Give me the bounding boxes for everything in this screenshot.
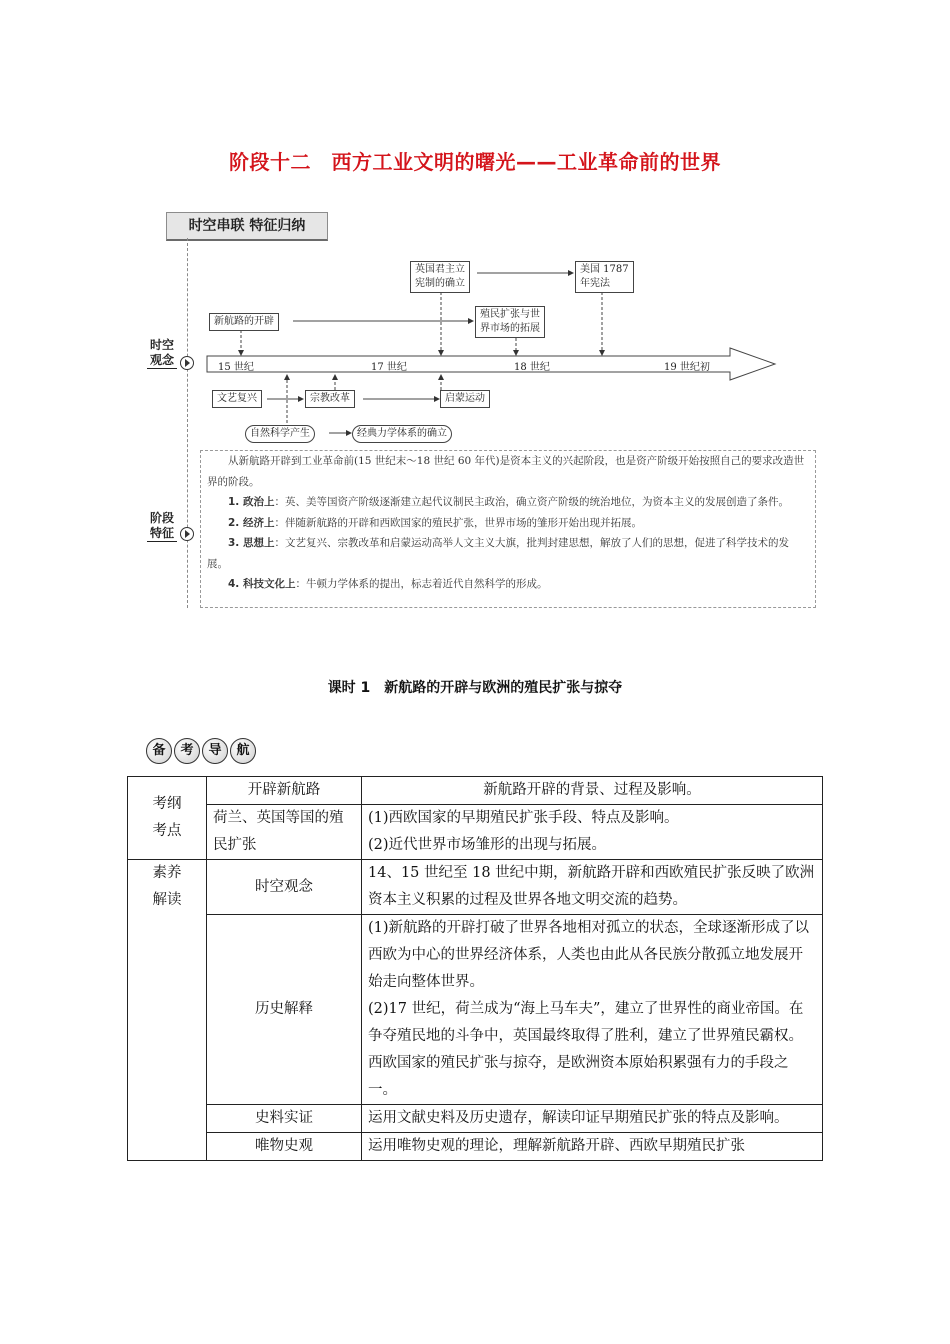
side-label-line: 特征 (147, 526, 177, 542)
box-line: 界市场的拓展 (480, 323, 540, 334)
timeline-box-mechanics: 经典力学体系的确立 (352, 425, 452, 443)
table-row (128, 1133, 823, 1161)
group-label-text: 素养解读 (152, 865, 182, 908)
timeline-box-colonial (475, 306, 545, 338)
table-topic: 历史解释 (207, 915, 362, 1105)
stage-features-box (200, 450, 816, 608)
play-icon (180, 527, 194, 541)
content-line: (1)西欧国家的早期殖民扩张手段、特点及影响。 (368, 810, 679, 826)
timeline-box-reformation: 宗教改革 (305, 390, 355, 408)
side-label-line: 观念 (147, 353, 177, 369)
feature-item (207, 533, 809, 574)
table-row (128, 1105, 823, 1133)
table-content: 新航路开辟的背景、过程及影响。 (362, 777, 823, 805)
feature-text: ：文艺复兴、宗教改革和启蒙运动高举人文主义大旗，批判封建思想，解放了人们的思想，促进了科学技术的发展。 (207, 537, 789, 570)
table-content (362, 805, 823, 860)
box-line: 宪制的确立 (415, 278, 465, 289)
features-intro: 从新航路开辟到工业革命前(15 世纪末～18 世纪 60 年代)是资本主义的兴起阶段，也是资产阶级开始按照自己的要求改造世界的阶段。 (207, 455, 805, 488)
box-line: 殖民扩张与世 (480, 309, 540, 320)
table-row (128, 805, 823, 860)
nav-badge (146, 738, 258, 766)
table-topic: 开辟新航路 (207, 777, 362, 805)
side-label-line: 阶段 (149, 511, 174, 525)
timeline-tick: 17 世纪 (371, 362, 407, 373)
feature-label: 1. 政治上 (228, 496, 275, 508)
table-content: 14、15 世纪至 18 世纪中期，新航路开辟和西欧殖民扩张反映了欧洲资本主义积累的过程及世界各地文明交流的趋势。 (362, 860, 823, 915)
section-tab: 时空串联 特征归纳 (166, 212, 328, 241)
play-icon (180, 356, 194, 370)
feature-text: ：伴随新航路的开辟和西欧国家的殖民扩张，世界市场的雏形开始出现并拓展。 (274, 516, 642, 529)
timeline-tick: 15 世纪 (218, 362, 254, 373)
table-row (128, 860, 823, 915)
content-line: (2)近代世界市场雏形的出现与拓展。 (368, 837, 607, 853)
feature-text: ：牛顿力学体系的提出，标志着近代自然科学的形成。 (295, 578, 548, 590)
timeline-box-natural-science: 自然科学产生 (245, 425, 315, 443)
badge-char: 备 (146, 738, 172, 764)
feature-label: 2. 经济上 (228, 516, 275, 529)
content-line: (1)新航路的开辟打破了世界各地相对孤立的状态，全球逐渐形成了以西欧为中心的世界经济体系，人类也由此从各民族分散孤立地发展开始走向整体世界。 (368, 920, 810, 990)
box-line: 年宪法 (580, 278, 610, 289)
group-label (128, 777, 207, 860)
timeline-box-renaissance: 文艺复兴 (212, 390, 262, 408)
exam-guide-table (127, 776, 823, 1161)
timeline-box-enlightenment: 启蒙运动 (440, 390, 490, 408)
timeline-box-england (410, 261, 470, 293)
feature-text: ：英、美等国资产阶级逐渐建立起代议制民主政治，确立资产阶级的统治地位，为资本主义的发展创造了条件。 (274, 496, 789, 508)
timeline-box-new-route: 新航路的开辟 (209, 313, 279, 331)
feature-item (207, 574, 809, 595)
table-row (128, 777, 823, 805)
page-title: 阶段十二 西方工业文明的曙光——工业革命前的世界 (229, 150, 721, 174)
group-label-text: 考纲考点 (152, 796, 182, 839)
timeline-diagram (195, 250, 785, 445)
badge-char: 导 (202, 738, 228, 764)
timeline-tick: 19 世纪初 (664, 362, 710, 373)
group-label (128, 860, 207, 1161)
content-line: (2)17 世纪，荷兰成为“海上马车夫”，建立了世界性的商业帝国。在争夺殖民地的斗争中，英国最终取得了胜利，建立了世界殖民霸权。西欧国家的殖民扩张与掠夺，是欧洲资本原始积累强有力的手段之一。 (368, 1001, 804, 1098)
table-content (362, 915, 823, 1105)
badge-char: 考 (174, 738, 200, 764)
table-topic: 荷兰、英国等国的殖民扩张 (207, 805, 362, 860)
table-content: 运用文献史料及历史遗存，解读印证早期殖民扩张的特点及影响。 (362, 1105, 823, 1133)
timeline-box-usa (575, 261, 634, 293)
badge-char: 航 (230, 738, 256, 764)
table-topic: 时空观念 (207, 860, 362, 915)
table-row (128, 915, 823, 1105)
side-label-features (147, 511, 177, 542)
feature-item (207, 513, 809, 534)
table-content: 运用唯物史观的理论，理解新航路开辟、西欧早期殖民扩张 (362, 1133, 823, 1161)
box-line: 美国 1787 (580, 264, 629, 275)
lesson-title: 课时 1 新航路的开辟与欧洲的殖民扩张与掠夺 (327, 680, 623, 696)
side-label-line: 时空 (149, 338, 174, 352)
feature-item (207, 492, 809, 513)
timeline-tick: 18 世纪 (514, 362, 550, 373)
table-topic: 史料实证 (207, 1105, 362, 1133)
feature-label: 4. 科技文化上 (228, 578, 296, 590)
section-divider-line (187, 238, 188, 608)
side-label-timeline (147, 338, 177, 369)
feature-label: 3. 思想上 (228, 537, 275, 549)
box-line: 英国君主立 (415, 264, 465, 275)
table-topic: 唯物史观 (207, 1133, 362, 1161)
